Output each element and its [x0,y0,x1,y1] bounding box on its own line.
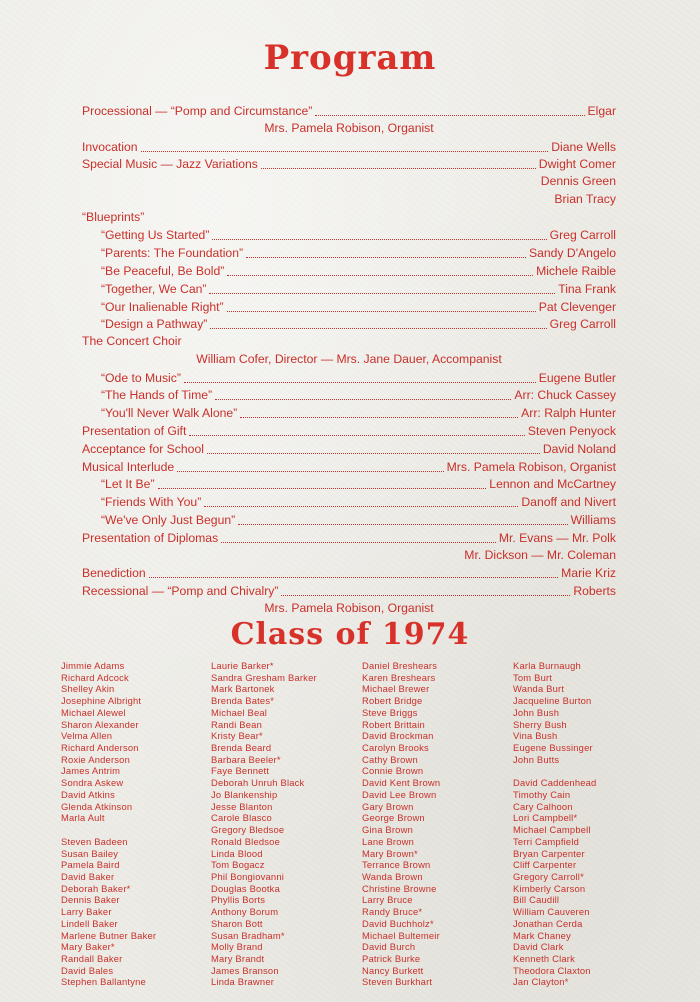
graduate-name: Michael Alewel [61,706,126,718]
class-title: Class of 1974 [230,617,470,652]
program-performer-continued: Mr. Dickson — Mr. Coleman [464,547,616,562]
graduate-name: James Branson [211,964,279,976]
program-item [82,474,616,492]
program-item-label: Presentation of Diplomas [82,530,219,545]
graduate-name: Terri Campfield [513,835,580,847]
graduate-name: Vina Bush [513,730,558,742]
program-item [82,421,616,439]
program-item-performer: Lennon and McCartney [489,477,616,492]
program-item-performer: Tina Frank [558,281,616,296]
program-credit-line: Mrs. Pamela Robison, Organist [264,120,434,135]
graduate-name: Wanda Brown [362,870,423,882]
program-item-performer: Diane Wells [551,139,616,154]
graduate-name: Mark Chaney [513,929,571,941]
graduate-name: Susan Bailey [61,847,119,859]
graduate-name: Lindell Baker [61,917,118,929]
graduate-name: Mark Bartonek [211,683,275,695]
graduate-name: Gregory Carroll* [513,870,584,882]
program-item-label: Benediction [82,566,146,581]
graduate-name: Carole Blasco [211,812,272,824]
program-item [82,101,616,119]
graduate-name: Marla Ault [61,812,105,824]
graduate-name: Mary Brown* [362,847,418,859]
program-item-label: “Getting Us Started” [101,228,210,243]
graduate-name: Marlene Butner Baker [61,929,157,941]
graduate-name: Kenneth Clark [513,953,576,964]
graduate-name: Randi Bean [211,718,262,730]
graduate-name: Jonathan Cerda [513,917,583,929]
dot-leader [246,247,526,258]
graduate-name: David Clark [513,941,564,953]
dot-leader [207,443,540,454]
graduate-name: Lori Campbell* [513,812,578,824]
program-item-performer: Arr: Ralph Hunter [521,406,616,421]
program-performer-continued: Brian Tracy [554,191,616,206]
program-heading-line: The Concert Choir [82,334,182,349]
graduate-name: Sandra Gresham Barker [211,671,317,683]
graduate-name: Eugene Bussinger [513,742,593,754]
graduate-name: Bryan Carpenter [513,847,585,859]
dot-leader [141,141,549,152]
program-item-performer: Danoff and Nivert [521,495,616,510]
graduate-name: Bill Caudill [513,894,560,906]
graduate-name: Mary Brandt [211,953,265,964]
graduate-name: Christine Browne [362,882,437,894]
class-roster [0,660,700,992]
graduate-name: William Cauveren [513,906,590,918]
program-item [82,528,616,546]
dot-leader [177,461,444,472]
graduate-name: Lane Brown [362,835,415,847]
program-item-performer: Roberts [573,584,616,599]
dot-leader [215,389,511,400]
graduate-name: Patrick Burke [362,953,421,964]
program-item-performer: Mr. Evans — Mr. Polk [498,530,616,545]
dot-leader [261,158,536,169]
program-item-performer: Marie Kriz [561,566,616,581]
program-item-label: Acceptance for School [82,441,204,456]
graduate-name: Mary Baker* [61,941,115,953]
graduate-name: Barbara Beeler* [211,753,281,765]
graduate-name: Phyllis Borts [211,894,266,906]
graduate-name: Randy Bruce* [362,906,423,918]
graduate-name: Michael Campbell [513,824,591,836]
dot-leader [189,425,525,436]
program-item-performer: Pat Clevenger [538,299,616,314]
graduate-name: Cathy Brown [362,753,418,765]
graduate-name: John Butts [513,753,560,765]
program-item-performer: Williams [570,512,616,527]
dot-leader [281,585,570,596]
graduate-name: Gina Brown [362,824,413,836]
graduate-name: Carolyn Brooks [362,742,429,754]
program-item-label: “Design a Pathway” [101,317,208,332]
graduate-name: Steve Briggs [362,706,418,718]
program-item-label: “Be Peaceful, Be Bold” [101,264,225,279]
program-item-performer: Eugene Butler [538,370,616,385]
graduate-name: Josephine Albright [61,695,142,707]
graduate-name: Terrance Brown [362,859,431,871]
graduate-name: Jo Blankenship [211,788,278,800]
graduate-name: Sherry Bush [513,718,567,730]
graduate-name: David Baker [61,870,115,882]
program-item-performer: David Noland [542,441,616,456]
graduate-name: Timothy Cain [513,788,571,800]
program-item [82,368,616,386]
graduate-name: Glenda Atkinson [61,800,133,812]
graduate-name: Jimmie Adams [61,660,125,671]
graduate-name: Larry Baker [61,906,112,918]
graduate-name: Stephen Ballantyne [61,976,146,988]
program-performer-continued: Dennis Green [540,174,616,189]
program-item-label: “Our Inalienable Right” [101,299,224,314]
graduate-name: David Kent Brown [362,777,441,789]
graduate-name: Daniel Breshears [362,660,438,671]
graduate-name: Karen Breshears [362,671,436,683]
program-item [82,403,616,421]
program-item-label: Special Music — Jazz Variations [82,157,258,172]
graduate-name: Ronald Bledsoe [211,835,280,847]
graduate-name: David Caddenhead [513,777,597,789]
graduate-name: Tom Bogacz [211,859,265,871]
dot-leader [221,532,496,543]
program-item-label: “Parents: The Foundation” [101,246,244,261]
program-item-performer: Dwight Comer [538,157,616,172]
program-item-performer: Steven Penyock [527,424,616,439]
program-item-performer: Michele Raible [536,264,616,279]
graduate-name: Roxie Anderson [61,753,130,765]
program-item-label: Processional — “Pomp and Circumstance” [82,104,313,118]
graduate-name: Deborah Baker* [61,882,131,894]
dot-leader [227,265,533,276]
graduate-name: Robert Bridge [362,695,423,707]
dot-leader [315,105,584,116]
graduate-name: David Atkins [61,788,115,800]
program-item [82,457,616,475]
program-item-performer: Arr: Chuck Cassey [514,388,616,403]
graduate-name: Karla Burnaugh [513,660,581,671]
program-item [82,563,616,581]
program-item [82,261,616,279]
graduate-name: Pamela Baird [61,859,120,871]
program-item-label: “We've Only Just Begun” [101,512,236,527]
graduate-name: Jan Clayton* [513,976,569,988]
graduate-name: Molly Brand [211,941,263,953]
dot-leader [227,301,536,312]
graduate-name: Kimberly Carson [513,882,586,894]
graduate-name: Michael Beal [211,706,268,718]
program-item [82,385,616,403]
graduate-name: Brenda Bates* [211,695,275,707]
graduate-name: Douglas Bootka [211,882,280,894]
program-item-label: Presentation of Gift [82,424,187,439]
dot-leader [184,372,536,383]
dot-leader [158,478,487,489]
graduate-name: Kristy Bear* [211,730,263,742]
program-item [82,243,616,261]
program-item-performer: Mrs. Pamela Robison, Organist [446,459,616,474]
graduate-name: Wanda Burt [513,683,565,695]
program-item-performer: Sandy D'Angelo [528,246,616,261]
graduate-name: John Bush [513,706,560,718]
dot-leader [149,567,558,578]
program-item [82,137,616,155]
program-item-performer: Greg Carroll [549,317,616,332]
graduate-name: Linda Blood [211,847,263,859]
graduate-name: Faye Bennett [211,765,270,777]
dot-leader [204,496,518,507]
dot-leader [209,283,555,294]
graduate-name: Sondra Askew [61,777,124,789]
program-item-label: “The Hands of Time” [101,388,213,403]
graduate-name: Theodora Claxton [513,964,591,976]
graduate-name: Cary Calhoon [513,800,573,812]
graduate-name: Richard Adcock [61,671,129,683]
graduate-name: Steven Badeen [61,835,128,847]
program-item [82,279,616,297]
dot-leader [210,318,546,329]
graduate-name: Shelley Akin [61,683,115,695]
program-item [82,510,616,528]
graduate-name: Michael Bultemeir [362,929,440,941]
graduate-name: Robert Brittain [362,718,425,730]
program-item [82,154,616,172]
program-credit-line: Mrs. Pamela Robison, Organist [264,600,434,615]
program-item-label: “Together, We Can” [101,281,207,296]
program-item [82,581,616,599]
graduate-name: Laurie Barker* [211,660,274,671]
graduate-name: Larry Bruce [362,894,413,906]
graduate-name: Susan Bradham* [211,929,285,941]
dot-leader [240,407,518,418]
program-heading-line: “Blueprints” [82,209,145,224]
graduate-name: Randall Baker [61,953,123,964]
program-item-label: “Friends With You” [101,495,202,510]
program-item-label: Recessional — “Pomp and Chivalry” [82,584,279,599]
program-item [82,314,616,332]
graduate-name: Deborah Unruh Black [211,777,305,789]
graduate-name: David Buchholz* [362,917,434,929]
program-credit-line: William Cofer, Director — Mrs. Jane Dauer, Accompanist [196,351,502,366]
dot-leader [238,514,567,525]
graduate-name: George Brown [362,812,425,824]
graduate-name: Cliff Carpenter [513,859,577,871]
program-item-performer: Greg Carroll [549,228,616,243]
graduate-name: Tom Burt [513,671,553,683]
graduate-name: Sharon Alexander [61,718,139,730]
program-item [82,492,616,510]
graduate-name: David Burch [362,941,416,953]
graduate-name: David Brockman [362,730,434,742]
graduate-name: David Bales [61,964,114,976]
graduate-name: Brenda Beard [211,742,272,754]
graduate-name: Linda Brawner [211,976,275,988]
graduate-name: Dennis Baker [61,894,120,906]
program-item [82,297,616,315]
graduate-name: Nancy Burkett [362,964,424,976]
graduate-name: James Antrim [61,765,121,777]
graduate-name: Phil Bongiovanni [211,870,285,882]
program-item [82,439,616,457]
graduate-name: Michael Brewer [362,683,430,695]
program-item-label: “Ode to Music” [101,370,181,385]
graduate-name: David Lee Brown [362,788,437,800]
program-item [82,225,616,243]
program-item-label: “Let It Be” [101,477,155,492]
program-item-performer: Elgar [587,104,616,118]
graduate-name: Sharon Bott [211,917,263,929]
graduate-name: Velma Allen [61,730,113,742]
graduate-name: Connie Brown [362,765,424,777]
graduate-name: Anthony Borum [211,906,279,918]
graduate-name: Richard Anderson [61,742,139,754]
graduate-name: Gary Brown [362,800,414,812]
program-item-label: Musical Interlude [82,459,175,474]
program-item-label: Invocation [82,139,138,154]
graduate-name: Jacqueline Burton [513,695,592,707]
graduate-name: Steven Burkhart [362,976,433,988]
graduate-name: Jesse Blanton [211,800,273,812]
program-title: Program [263,38,437,78]
dot-leader [212,229,546,240]
graduate-name: Gregory Bledsoe [211,824,285,836]
program-item-label: “You'll Never Walk Alone” [101,406,238,421]
